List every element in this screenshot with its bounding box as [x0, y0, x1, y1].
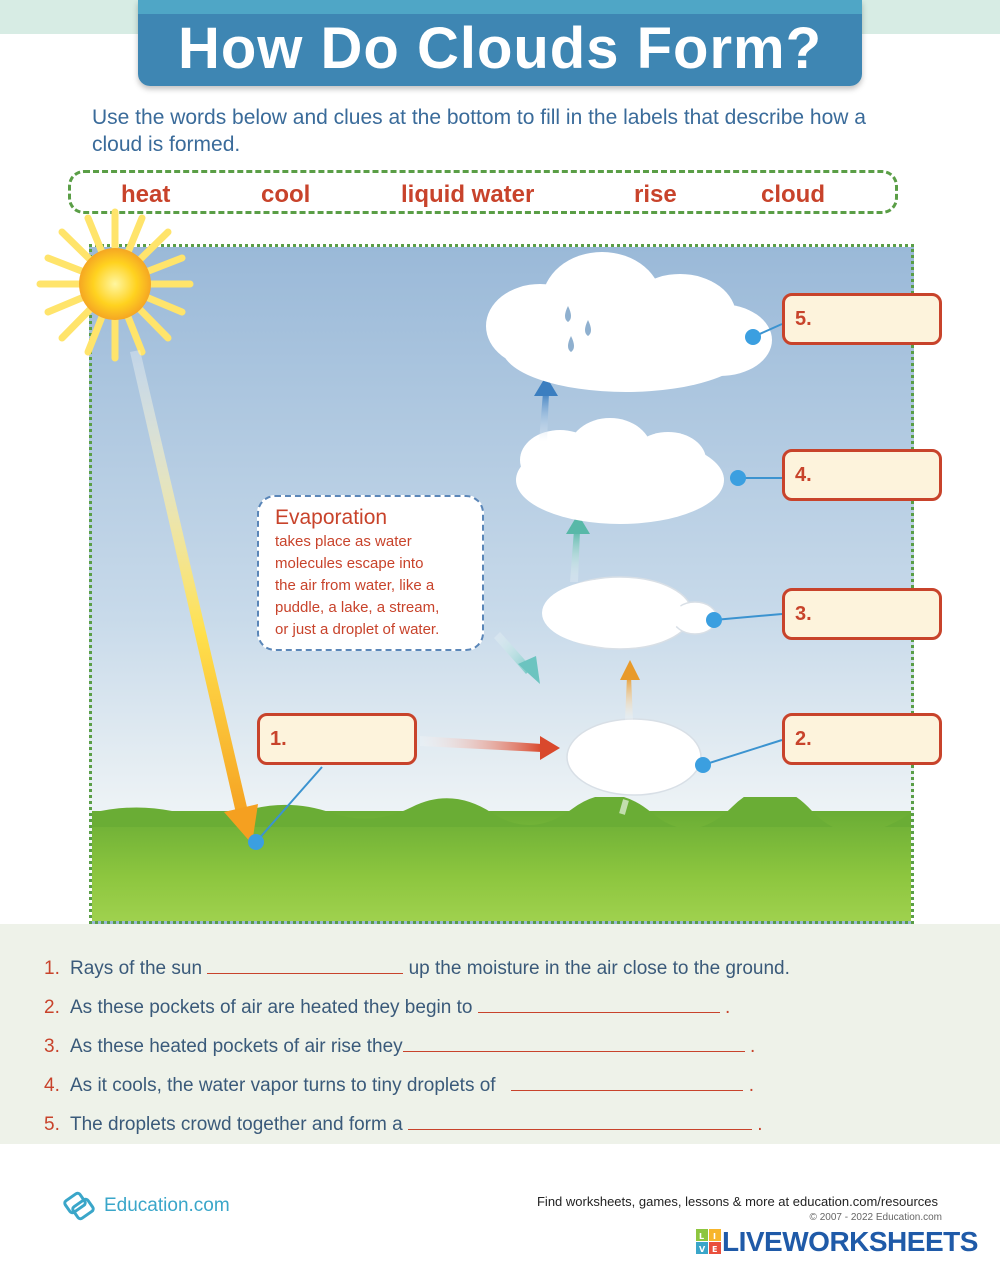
dot-2 [695, 757, 711, 773]
label-number: 5. [795, 308, 812, 330]
grass-ground [92, 811, 911, 921]
clue-number: 1. [44, 958, 60, 979]
word-cool[interactable]: cool [261, 181, 311, 208]
clue-text-after: up the moisture in the air close to the ground. [408, 958, 790, 979]
footer-find-text: Find worksheets, games, lessons & more at education.com/resources [536, 1194, 938, 1209]
word-heat[interactable]: heat [121, 181, 171, 208]
label-box-1[interactable] [257, 713, 417, 765]
dot-5 [745, 329, 761, 345]
title-banner [138, 0, 862, 86]
answer-blank-1[interactable] [207, 956, 403, 974]
education-logo-icon [62, 1188, 98, 1224]
label-box-5[interactable] [782, 293, 942, 345]
clue-text: The droplets crowd together and form a [70, 1114, 403, 1135]
evaporation-line: puddle, a lake, a stream, [275, 599, 440, 616]
clue-number: 5. [44, 1114, 60, 1135]
clue-number: 3. [44, 1036, 60, 1057]
clue-period: . [748, 1075, 754, 1096]
label-box-2[interactable] [782, 713, 942, 765]
word-bank [68, 170, 898, 214]
clue-5 [44, 1112, 763, 1136]
vapor-trail [622, 800, 626, 814]
answer-blank-4[interactable] [511, 1073, 743, 1091]
evaporation-line: molecules escape into [275, 555, 424, 572]
word-rise[interactable]: rise [634, 181, 677, 208]
label-box-4[interactable] [782, 449, 942, 501]
clue-4 [44, 1073, 754, 1097]
label-number: 2. [795, 728, 812, 750]
answer-blank-3[interactable] [403, 1034, 745, 1052]
evaporation-line: or just a droplet of water. [275, 621, 440, 638]
label-number: 4. [795, 464, 812, 486]
page-title: How Do Clouds Form? [177, 15, 823, 81]
education-brand: Education.com [104, 1195, 230, 1216]
clues-panel [0, 924, 1000, 1144]
clue-text: Rays of the sun [70, 958, 203, 979]
evaporation-title: Evaporation [275, 506, 388, 529]
clue-text: As it cools, the water vapor turns to tiny droplets of [70, 1075, 496, 1096]
clue-period: . [725, 997, 731, 1018]
sun-icon [40, 212, 190, 358]
answer-blank-5[interactable] [408, 1112, 752, 1130]
clue-text: As these pockets of air are heated they begin to [70, 997, 473, 1018]
clue-number: 2. [44, 997, 60, 1018]
clue-period: . [757, 1114, 763, 1135]
education-logo[interactable] [62, 1188, 230, 1224]
badge-letter-e: E [712, 1245, 718, 1254]
label-box-3[interactable] [782, 588, 942, 640]
clue-period: . [749, 1036, 756, 1057]
dot-3 [706, 612, 722, 628]
footer-copyright: © 2007 - 2022 Education.com [809, 1212, 942, 1223]
badge-letter-i: I [713, 1232, 716, 1241]
clue-3 [44, 1034, 755, 1058]
badge-letter-l: L [699, 1232, 705, 1241]
badge-letter-v: V [699, 1245, 706, 1254]
ground-dot [248, 834, 264, 850]
dot-4 [730, 470, 746, 486]
word-cloud[interactable]: cloud [761, 181, 825, 208]
evaporation-line: the air from water, like a [275, 577, 435, 594]
clue-1 [44, 956, 790, 980]
evaporation-note [257, 495, 484, 651]
label-number: 3. [795, 603, 812, 625]
label-number: 1. [270, 728, 287, 750]
bubble-cloud-2 [567, 719, 701, 795]
grass-edge [92, 797, 914, 827]
liveworksheets-brand: LIVEWORKSHEETS [722, 1226, 978, 1257]
liveworksheets-logo[interactable] [696, 1226, 978, 1258]
liveworksheets-badge-icon [696, 1229, 722, 1255]
instructions: Use the words below and clues at the bottom to fill in the labels that describe how a cloud is formed. [92, 106, 866, 156]
evaporation-line: takes place as water [275, 533, 412, 550]
clue-text: As these heated pockets of air rise they [70, 1036, 403, 1057]
clue-2 [44, 995, 730, 1019]
clue-number: 4. [44, 1075, 60, 1096]
word-liquid-water[interactable]: liquid water [401, 181, 535, 208]
answer-blank-2[interactable] [478, 995, 720, 1013]
